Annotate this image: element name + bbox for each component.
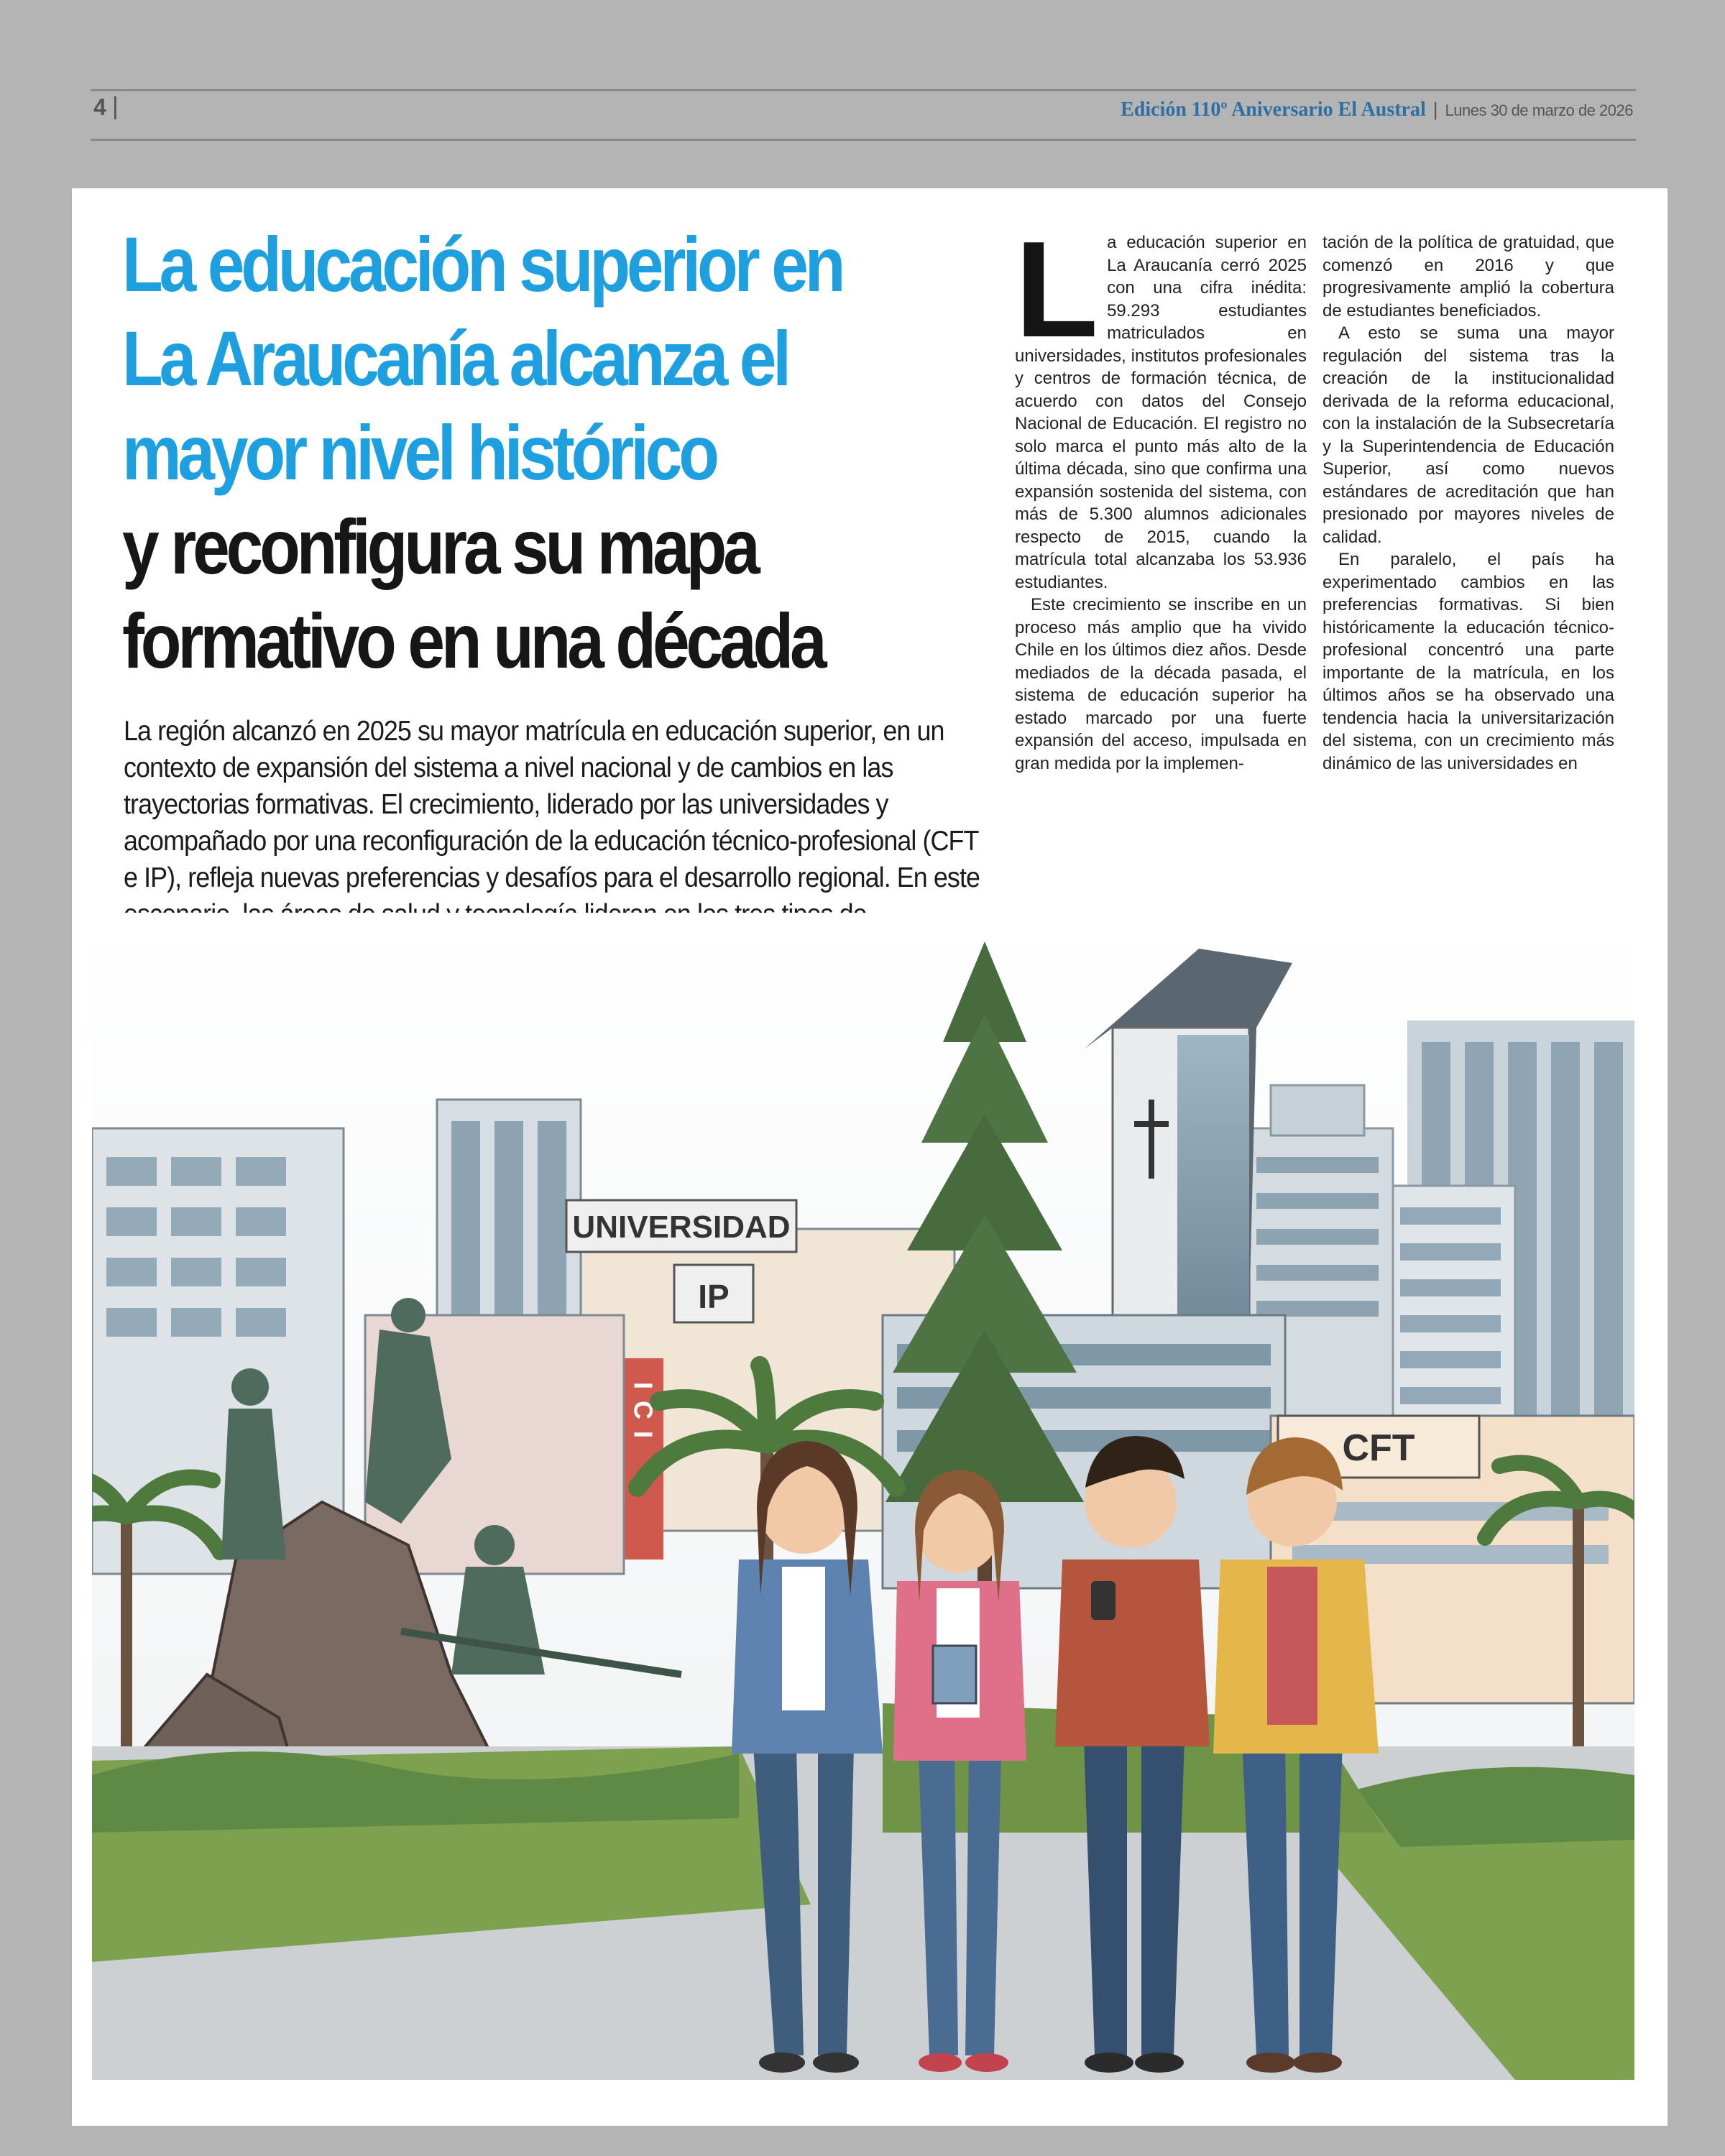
headline [122, 217, 895, 688]
body-column-2 [1322, 231, 1614, 775]
edition-line [1121, 98, 1633, 121]
folio-bar [91, 89, 1636, 141]
edition-name: Edición 110º Aniversario El Austral [1121, 98, 1426, 121]
sign-vertical: ICI [628, 1381, 658, 1450]
body-paragraph: tación de la política de gratuidad, que comenzó en 2016 y que progresivamente amplió la cobertura de estudiantes beneficiados. [1322, 233, 1614, 321]
headline-blue: La educación superior en La Araucanía alcanza el mayor nivel histórico [122, 221, 842, 496]
page-number-separator: | [112, 93, 119, 120]
headline-black: y reconfigura su mapa formativo en una década [122, 503, 824, 684]
sign-universidad: UNIVERSIDAD [572, 1210, 791, 1245]
edition-date-separator: | [1432, 98, 1438, 120]
body-column-1 [1015, 213, 1307, 775]
edition-date: Lunes 30 de marzo de 2026 [1445, 101, 1633, 119]
body-paragraph: En paralelo, el país ha experimentado cambios en las preferencias formativas. Si bien históricamente la educación técnico-profesional concentró una parte importante de la matrícula, en los últimos años se ha observado una tendencia hacia la universitarización del sistema, con un crecimiento más dinámico de las universidades en [1322, 550, 1614, 773]
lede-paragraph: La región alcanzó en 2025 su mayor matrícula en educación superior, en un contexto de expansión del sistema a nivel nacional y de cambios en las trayectorias formativas. El crecimiento, liderado por las universidades y acompañado por una reconfiguración de la educación técnico-profesional (CFT e IP), refleja nuevas preferencias y desafíos para el desarrollo regional. En este [124, 716, 980, 893]
body-paragraph: Este crecimiento se inscribe en un proceso más amplio que ha vivido Chile en los últimos diez años. Desde mediados de la década pasada, el sistema de educación superior ha estado marcado por una fuerte expansión del acceso, impulsada en gran medida por la implemen- [1015, 595, 1307, 773]
sign-cft: CFT [1342, 1427, 1415, 1469]
page-number: 4 [93, 94, 106, 120]
campus-illustration [92, 913, 1634, 2080]
article-page [72, 188, 1668, 2126]
body-paragraph: a educación superior en La Araucanía cerró 2025 con una cifra inédita: 59.293 estudiantes matriculados en universidades, institutos profesionales y centros de formación técnica, de acuerdo con datos del Consejo Nacional de Educación. El registro no solo marca el punto más alto de la última década, sino que confirma una expansión sostenida del sistema, con más de 5.300 alumnos adicionales respecto de 2015, cuando la matrícula total alcanzaba los 53.936 estudiantes. [1015, 233, 1307, 592]
drop-cap: L [1015, 213, 1099, 366]
body-paragraph: A esto se suma una mayor regulación del sistema tras la creación de la institucionalidad derivada de la reforma educacional, con la instalación de la Subsecretaría y la Superintendencia de Educación Superior, así como nuevos estándares de acreditación que han presionado por mayores niveles de calidad. [1322, 323, 1614, 547]
ground [92, 1703, 1634, 2080]
illustration-svg [92, 913, 1634, 2080]
sign-ip: IP [698, 1278, 730, 1315]
